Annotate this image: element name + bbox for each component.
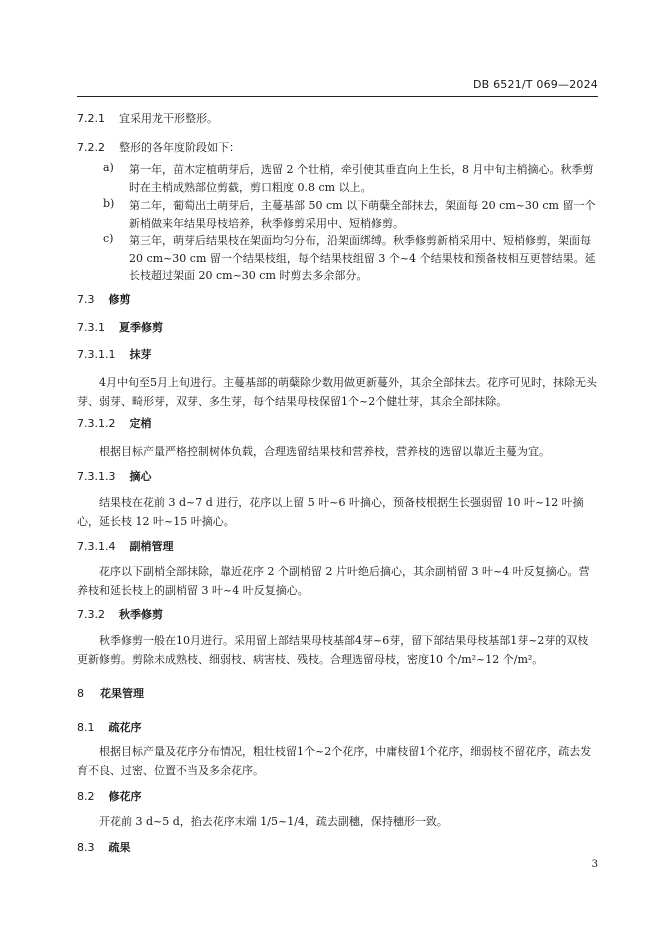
paragraph-7-3-1-4: 花序以下副梢全部抹除，靠近花序 2 个副梢留 2 片叶绝后摘心，其余副梢留 3 叶~4 叶反复摘心。营养枝和延长枝上的副梢留 3 叶~4 叶反复摘心。 bbox=[77, 565, 590, 597]
heading-7-3 bbox=[77, 291, 131, 307]
heading-number: 7.3.1.4 bbox=[77, 540, 116, 553]
clause-7-2-2 bbox=[77, 139, 240, 155]
paragraph-8-2: 开花前 3 d~5 d，掐去花序末端 1/5~1/4，疏去副穗，保持穗形一致。 bbox=[99, 815, 448, 828]
standard-code: DB 6521/T 069—2024 bbox=[472, 78, 598, 91]
clause-text: 整形的各年度阶段如下： bbox=[119, 141, 240, 154]
heading-7-3-1-2 bbox=[77, 415, 151, 431]
paragraph-7-3-1-3: 结果枝在花前 3 d~7 d 进行，花序以上留 5 叶~6 叶摘心，预备枝根据生长强弱留 10 叶~12 叶摘心，延长枝 12 叶~15 叶摘心。 bbox=[77, 496, 584, 528]
paragraph-8-1: 根据目标产量及花序分布情况，粗壮枝留1个~2个花序，中庸枝留1个花序，细弱枝不留花序，疏去发育不良、过密、位置不当及多余花序。 bbox=[77, 745, 592, 777]
heading-title: 秋季修剪 bbox=[119, 608, 163, 621]
heading-8-1 bbox=[77, 719, 142, 735]
heading-number: 8 bbox=[77, 687, 84, 700]
heading-7-3-1-1 bbox=[77, 346, 151, 362]
header-rule bbox=[77, 96, 598, 97]
clause-7-2-1 bbox=[77, 110, 218, 126]
heading-title: 副梢管理 bbox=[129, 540, 174, 553]
list-item-text: 第二年，葡萄出土萌芽后，主蔓基部 50 cm 以下萌蘖全部抹去，架面每 20 cm~30 cm 留一个新梢做来年结果母枝培养，秋季修剪采用中、短梢修剪。 bbox=[129, 199, 596, 230]
heading-7-3-1-4 bbox=[77, 538, 173, 554]
heading-number: 7.3.2 bbox=[77, 608, 105, 621]
heading-title: 花果管理 bbox=[100, 687, 144, 700]
heading-number: 7.3.1 bbox=[77, 321, 105, 334]
paragraph-7-3-1-1: 4月中旬至5月上旬进行。主蔓基部的萌蘖除少数用做更新蔓外，其余全部抹去。花序可见时，抹除无头芽、弱芽、畸形芽，双芽、多生芽，每个结果母枝保留1个~2个健壮芽，其余全部抹除。 bbox=[77, 376, 597, 408]
heading-number: 7.3 bbox=[77, 293, 95, 306]
list-item-text: 第三年，萌芽后结果枝在架面均匀分布，沿架面绑缚。秋季修剪新梢采用中、短梢修剪，架面每 20 cm~30 cm 留一个结果枝组，每个结果枝组留 3 个~4 个结果枝和预备枝相互更替结果。延长枝超过架面 20 cm~30 cm 时剪去多余部分。 bbox=[129, 234, 596, 282]
heading-title: 疏果 bbox=[108, 841, 131, 854]
heading-7-3-1-3 bbox=[77, 468, 151, 484]
heading-title: 修花序 bbox=[108, 790, 142, 803]
heading-number: 7.3.1.3 bbox=[77, 470, 116, 483]
clause-number: 7.2.1 bbox=[77, 112, 105, 125]
heading-number: 7.3.1.1 bbox=[77, 348, 116, 361]
heading-7-3-2 bbox=[77, 606, 163, 622]
heading-number: 8.1 bbox=[77, 721, 95, 734]
heading-8-2 bbox=[77, 788, 142, 804]
heading-number: 8.2 bbox=[77, 790, 95, 803]
list-item-label: c) bbox=[103, 232, 114, 245]
heading-title: 夏季修剪 bbox=[119, 321, 163, 334]
heading-7-3-1 bbox=[77, 319, 163, 335]
heading-8 bbox=[77, 685, 144, 701]
clause-text: 宜采用龙干形整形。 bbox=[119, 112, 218, 125]
list-item-label: a) bbox=[103, 161, 114, 174]
heading-number: 7.3.1.2 bbox=[77, 417, 116, 430]
page-number: 3 bbox=[591, 859, 598, 870]
heading-title: 抹芽 bbox=[129, 348, 152, 361]
paragraph-7-3-2: 秋季修剪一般在10月进行。采用留上部结果母枝基部4芽~6芽，留下部结果母枝基部1芽~2芽的双枝更新修剪。剪除未成熟枝、细弱枝、病害枝、残枝。合理选留母枝，密度10 个/m²~12 个/m²。 bbox=[77, 634, 589, 666]
list-item-text: 第一年，苗木定植萌芽后，选留 2 个壮梢，牵引使其垂直向上生长，8 月中旬主梢摘心。秋季剪时在主梢成熟部位剪截，剪口粗度 0.8 cm 以上。 bbox=[129, 163, 594, 194]
heading-number: 8.3 bbox=[77, 841, 95, 854]
list-item-label: b) bbox=[103, 197, 115, 210]
paragraph-7-3-1-2: 根据目标产量严格控制树体负载，合理选留结果枝和营养枝，营养枝的选留以靠近主蔓为宜。 bbox=[99, 445, 550, 458]
heading-title: 修剪 bbox=[108, 293, 131, 306]
heading-title: 定梢 bbox=[129, 417, 152, 430]
heading-8-3 bbox=[77, 839, 131, 855]
heading-title: 摘心 bbox=[129, 470, 152, 483]
clause-number: 7.2.2 bbox=[77, 141, 105, 154]
heading-title: 疏花序 bbox=[108, 721, 142, 734]
